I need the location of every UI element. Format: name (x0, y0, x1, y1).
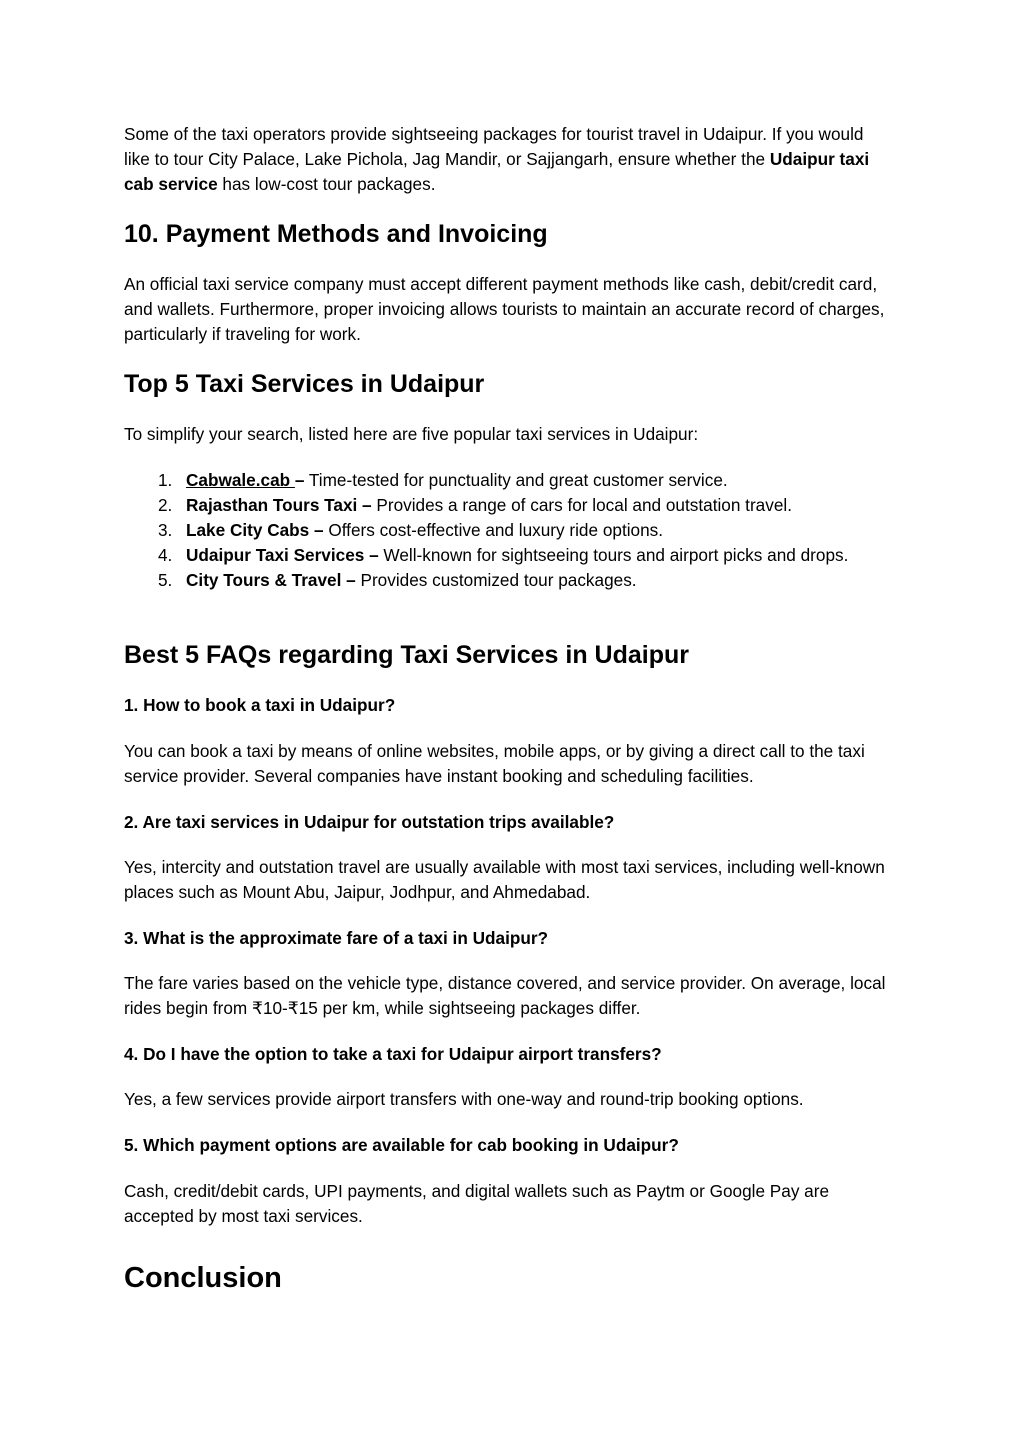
list-number: 3. (158, 520, 173, 540)
top5-list (124, 468, 894, 593)
faq-question-1: 1. How to book a taxi in Udaipur? (124, 695, 396, 715)
list-item-name: Udaipur Taxi Services – (186, 545, 379, 565)
top5-intro: To simplify your search, listed here are five popular taxi services in Udaipur: (124, 424, 699, 444)
heading-top-5-taxi: Top 5 Taxi Services in Udaipur (124, 370, 485, 398)
payment-paragraph: An official taxi service company must accept different payment methods like cash, debit/credit card, and wallets. Furthermore, proper invoicing allows tourists to maintain an accurate record of charges, particularly if traveling for work. (124, 274, 885, 344)
faq-question-4: 4. Do I have the option to take a taxi for Udaipur airport transfers? (124, 1044, 662, 1064)
intro-text-before: Some of the taxi operators provide sightseeing packages for tourist travel in Udaipur. If you would like to tour City Palace, Lake Pichola, Jag Mandir, or Sajjangarh, ensure whether the (124, 124, 864, 169)
heading-faqs: Best 5 FAQs regarding Taxi Services in Udaipur (124, 641, 690, 669)
list-item-name: Lake City Cabs – (186, 520, 324, 540)
faq-answer-3: The fare varies based on the vehicle type, distance covered, and service provider. On average, local rides begin from ₹10-₹15 per km, while sightseeing packages differ. (124, 973, 886, 1018)
list-number: 1. (158, 470, 173, 490)
heading-conclusion: Conclusion (124, 1262, 282, 1294)
list-item-desc: Well-known for sightseeing tours and airport picks and drops. (378, 545, 849, 565)
list-item (124, 543, 894, 568)
list-item-desc: Provides customized tour packages. (355, 570, 637, 590)
faq-answer-1: You can book a taxi by means of online websites, mobile apps, or by giving a direct call to the taxi service provider. Several companies have instant booking and scheduling facilities. (124, 741, 865, 786)
list-number: 5. (158, 570, 173, 590)
intro-text-after: has low-cost tour packages. (217, 174, 436, 194)
faq-question-5: 5. Which payment options are available for cab booking in Udaipur? (124, 1135, 679, 1155)
list-item (124, 493, 894, 518)
cabwale-link[interactable]: Cabwale.cab (186, 470, 295, 490)
faq-answer-5: Cash, credit/debit cards, UPI payments, and digital wallets such as Paytm or Google Pay are accepted by most taxi services. (124, 1181, 830, 1226)
list-item-desc: Time-tested for punctuality and great customer service. (304, 470, 728, 490)
list-number: 2. (158, 495, 173, 515)
list-item-separator: – (294, 470, 305, 490)
list-item-name: Rajasthan Tours Taxi – (186, 495, 372, 515)
heading-payment-methods: 10. Payment Methods and Invoicing (124, 220, 548, 248)
list-item-name: City Tours & Travel – (186, 570, 356, 590)
list-item (124, 518, 894, 543)
list-item (124, 568, 894, 593)
faq-question-2: 2. Are taxi services in Udaipur for outstation trips available? (124, 812, 615, 832)
list-item (124, 468, 894, 493)
intro-bold-phrase: Udaipur taxi cab service (124, 149, 870, 194)
faq-answer-2: Yes, intercity and outstation travel are usually available with most taxi services, including well-known places such as Mount Abu, Jaipur, Jodhpur, and Ahmedabad. (124, 857, 885, 902)
list-item-desc: Provides a range of cars for local and outstation travel. (371, 495, 792, 515)
list-number: 4. (158, 545, 173, 565)
list-item-desc: Offers cost-effective and luxury ride options. (323, 520, 664, 540)
intro-paragraph (124, 122, 894, 197)
faq-question-3: 3. What is the approximate fare of a taxi in Udaipur? (124, 928, 549, 948)
faq-answer-4: Yes, a few services provide airport transfers with one-way and round-trip booking options. (124, 1089, 804, 1109)
